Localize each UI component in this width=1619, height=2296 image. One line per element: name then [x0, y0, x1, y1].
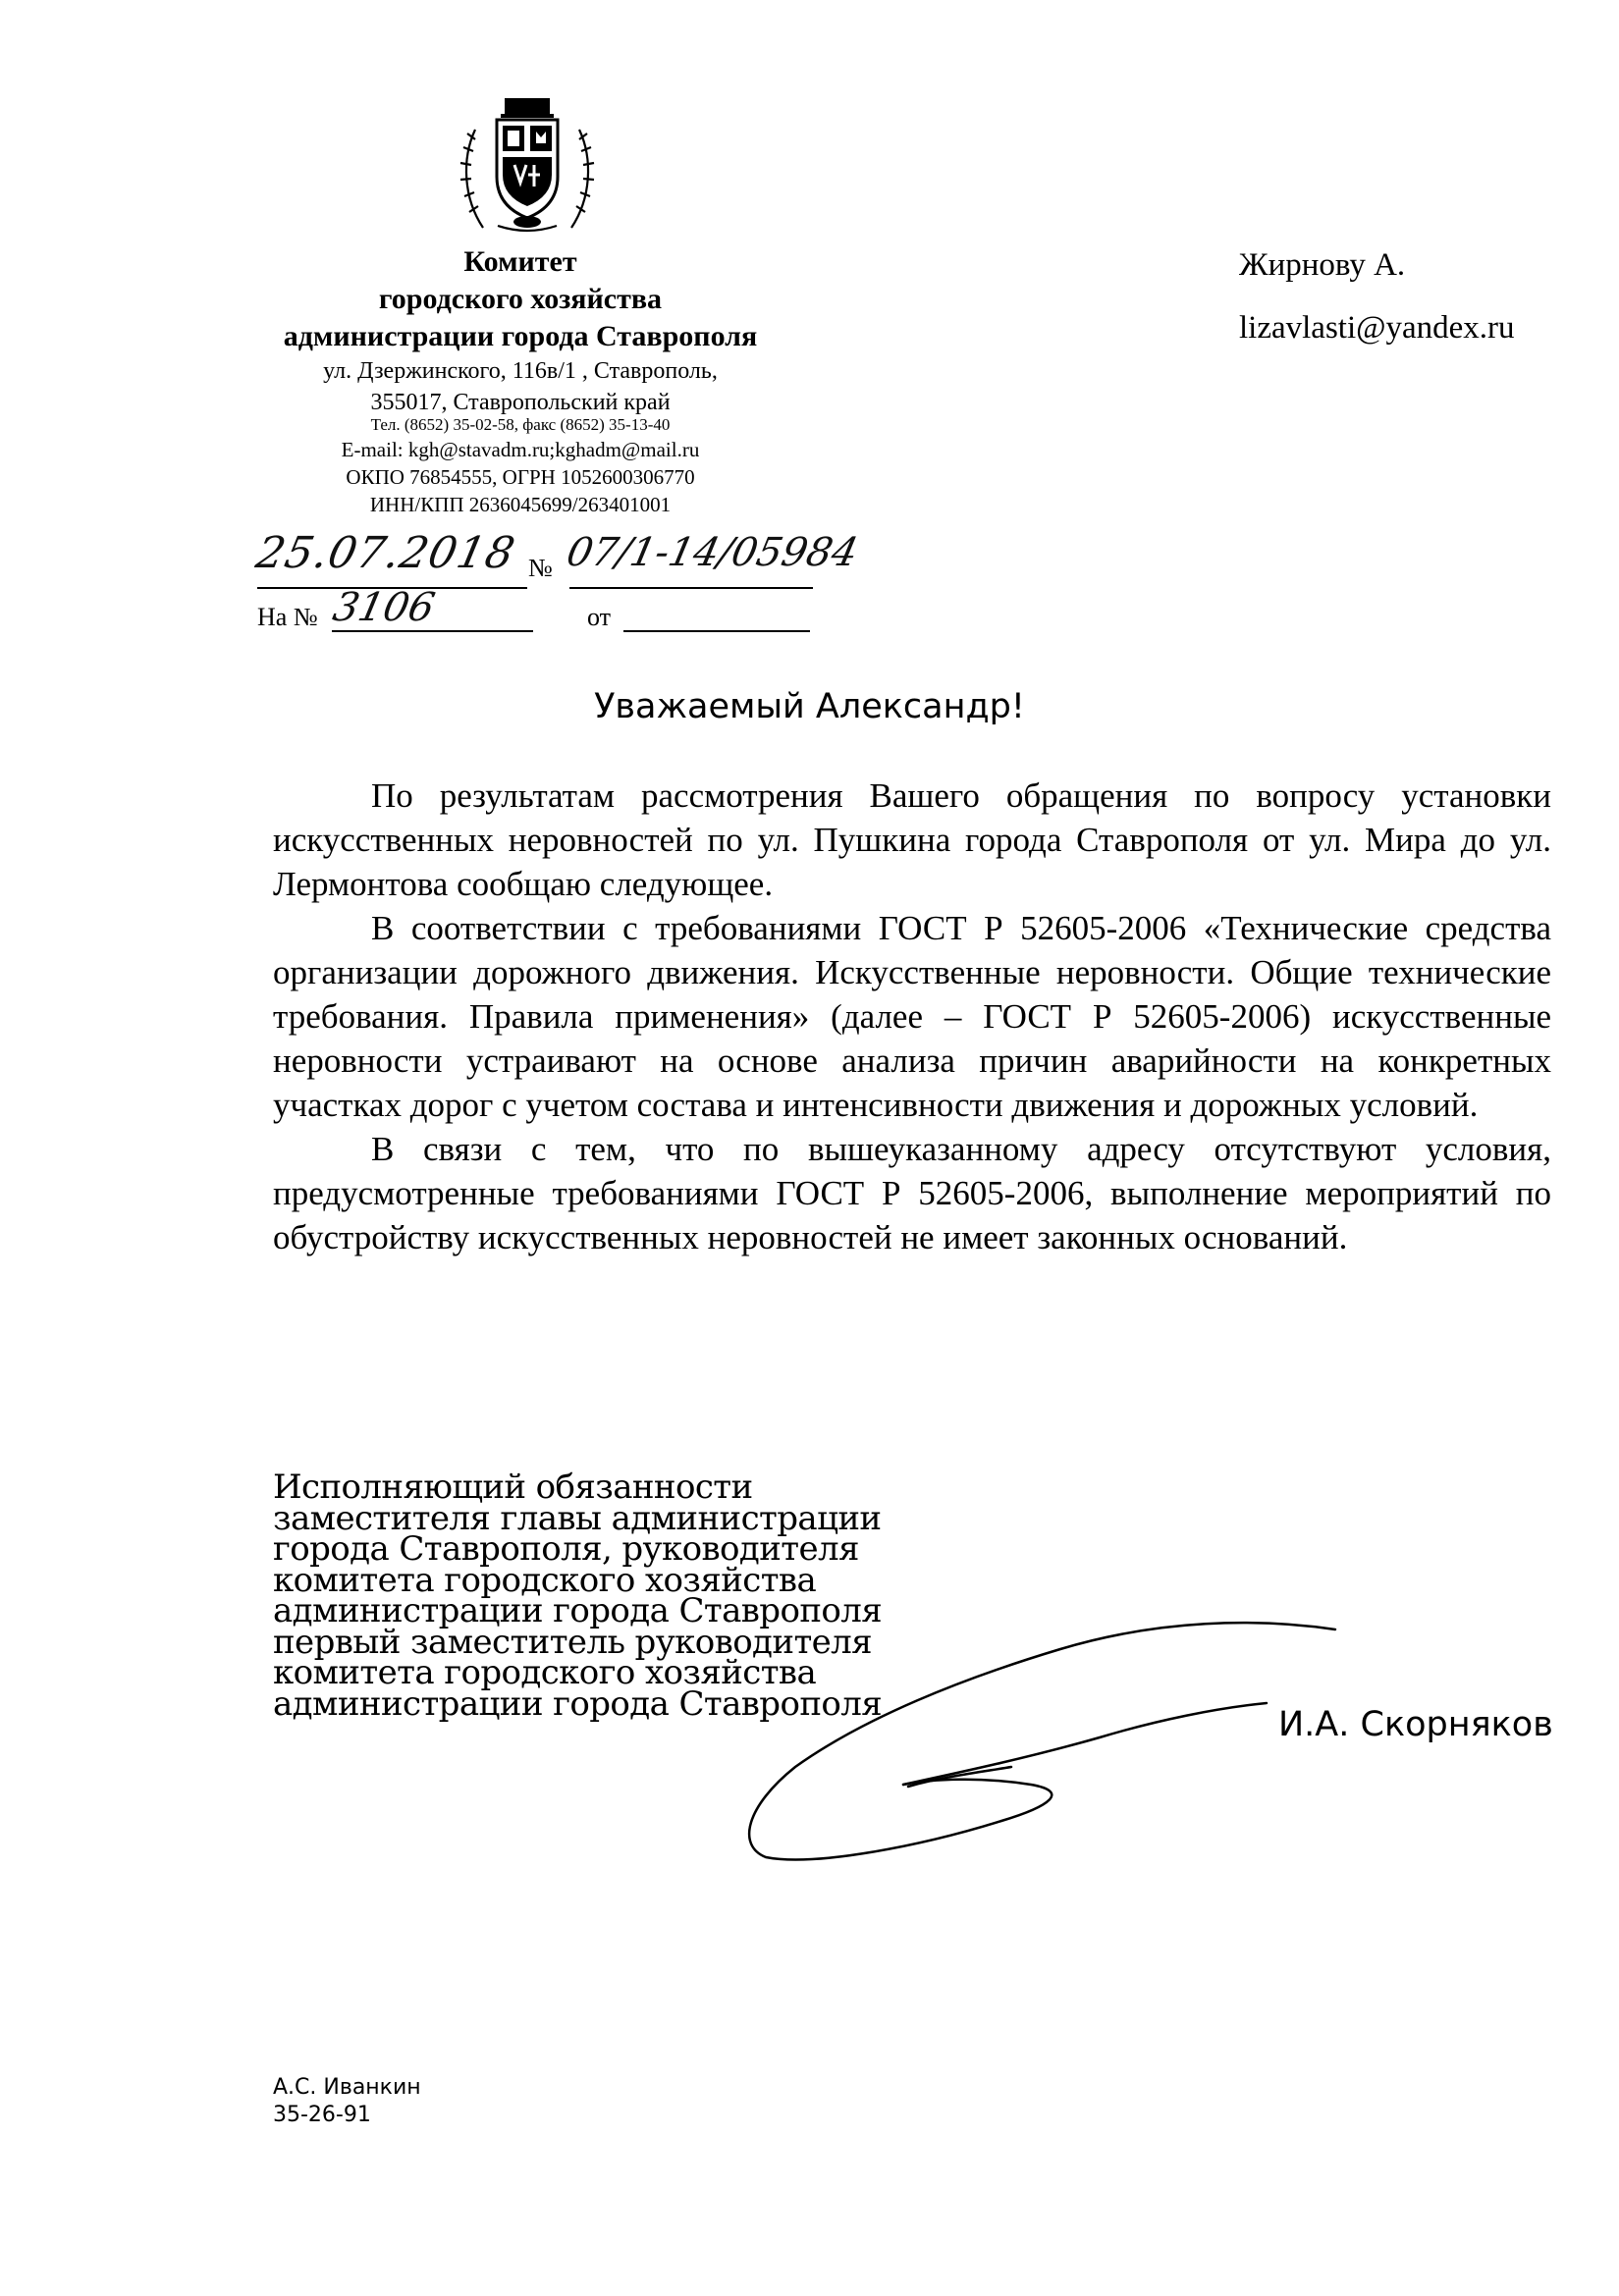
organization-okpo: ОКПО 76854555, ОГРН 1052600306770	[346, 465, 695, 489]
address-line: ул. Дзержинского, 116в/1 , Ставрополь,	[323, 358, 718, 384]
position-line: комитета городского хозяйства	[273, 1560, 817, 1600]
executor-name: А.С. Иванкин	[273, 2075, 421, 2100]
signature-icon	[707, 1610, 1345, 1865]
address-line: 355017, Ставропольский край	[370, 390, 671, 415]
recipient-email: lizavlasti@yandex.ru	[1239, 310, 1515, 346]
position-line: комитета городского хозяйства	[273, 1653, 817, 1692]
position-line: администрации города Ставрополя	[273, 1591, 883, 1630]
letter-body	[273, 774, 1551, 1259]
number-underline	[569, 587, 813, 589]
from-label: от	[587, 603, 612, 631]
in-reply-underline	[332, 630, 533, 632]
position-line: города Ставрополя, руководителя	[273, 1529, 859, 1569]
registration-date: 25.07.2018	[251, 528, 520, 578]
organization-address	[206, 355, 835, 418]
signer-name: И.А. Скорняков	[1278, 1705, 1553, 1744]
position-line: заместителя главы администрации	[273, 1498, 882, 1538]
registration-number: 07/1-14/05984	[563, 530, 862, 575]
from-underline	[623, 630, 810, 632]
in-reply-label: На №	[257, 603, 318, 631]
paragraph: В соответствии с требованиями ГОСТ Р 52605-2006 «Технические средства организации дорожного движения. Искусственные неровности. Общие технические требования. Правила применения» (далее – ГОСТ Р 52605-2006) искусственные неровности устраивают на основе анализа причин аварийности на конкретных участках дорог с учетом состава и интенсивности движения и дорожных условий.	[273, 909, 1551, 1124]
position-line: Исполняющий обязанности	[273, 1468, 753, 1507]
organization-inn: ИНН/КПП 2636045699/263401001	[369, 493, 672, 516]
org-name-line: Комитет	[463, 245, 577, 278]
position-line: администрации города Ставрополя	[273, 1683, 883, 1724]
scan-edge	[0, 0, 4, 2296]
org-name-line: администрации города Ставрополя	[283, 320, 758, 352]
paragraph: В связи с тем, что по вышеуказанному адресу отсутствуют условия, предусмотренные требованиями ГОСТ Р 52605-2006, выполнение мероприятий по обустройству искусственных неровностей не имеет законных оснований.	[273, 1130, 1551, 1256]
executor-phone: 35-26-91	[273, 2103, 371, 2127]
coat-of-arms-icon	[454, 90, 601, 238]
organization-phones: Тел. (8652) 35-02-58, факс (8652) 35-13-40	[370, 415, 671, 434]
org-name-line: городского хозяйства	[378, 283, 663, 315]
organization-name	[206, 243, 835, 355]
greeting: Уважаемый Александр!	[594, 687, 1025, 726]
position-line: первый заместитель руководителя	[273, 1622, 873, 1662]
recipient-name: Жирнову А.	[1239, 247, 1406, 283]
in-reply-number: 3106	[329, 585, 439, 630]
paragraph: По результатам рассмотрения Вашего обращения по вопросу установки искусственных неровностей по ул. Пушкина города Ставрополя от ул. Мира до ул. Лермонтова сообщаю следующее.	[273, 776, 1551, 903]
registration-number-label: №	[528, 554, 553, 582]
organization-email: E-mail: kgh@stavadm.ru;kghadm@mail.ru	[341, 438, 700, 461]
